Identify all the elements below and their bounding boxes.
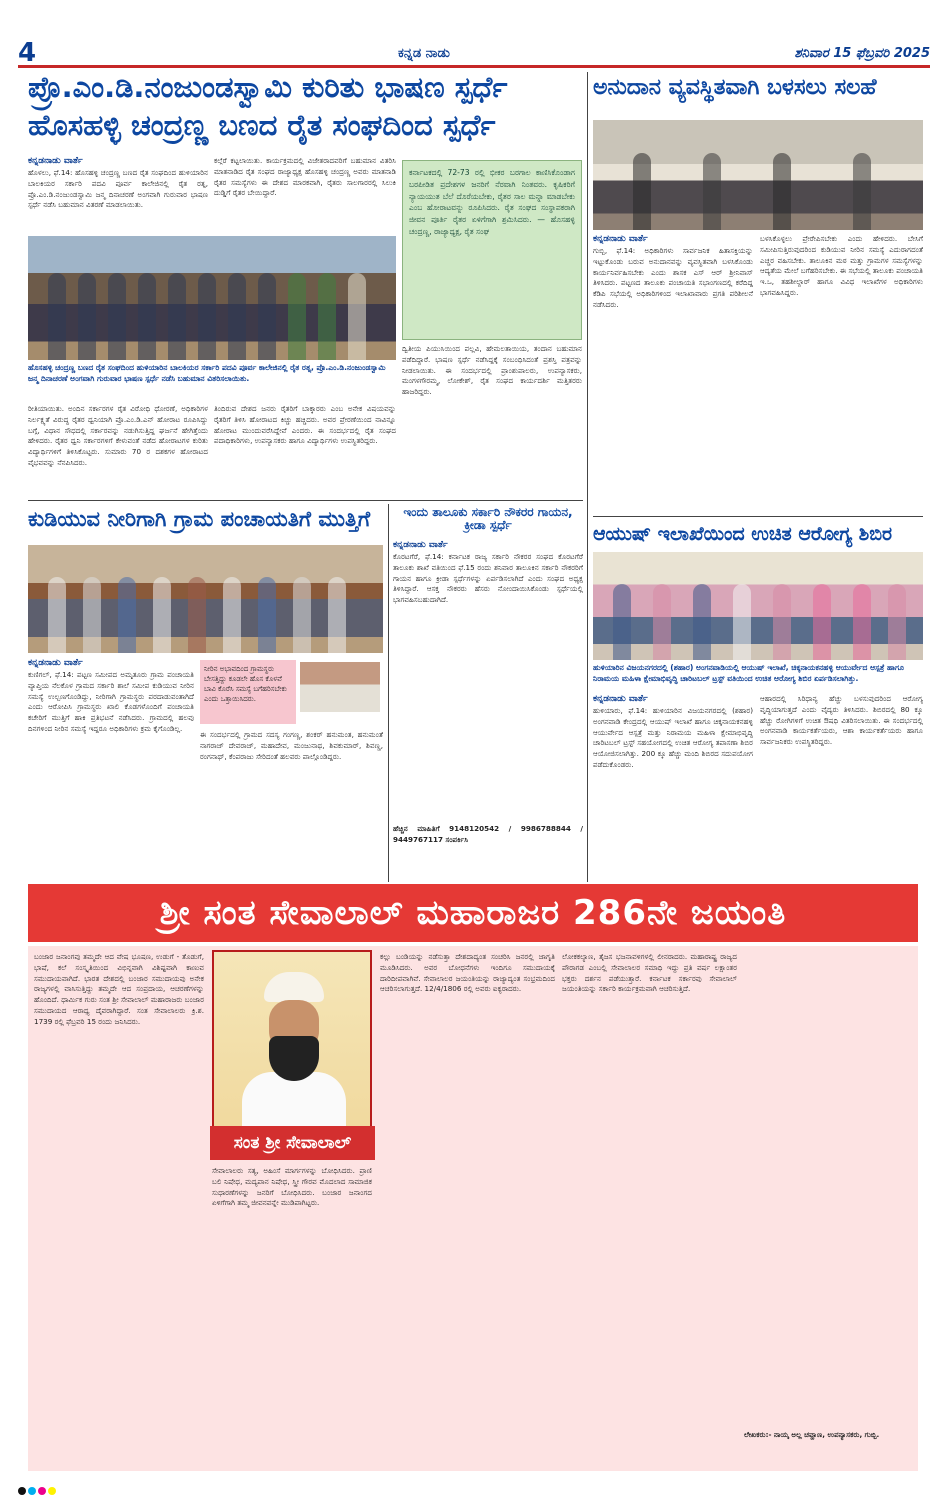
story4-byline: ಕನ್ನಡನಾಡು ವಾರ್ತೆ	[393, 540, 448, 550]
registration-marks	[18, 1480, 930, 1496]
story2-photo	[593, 120, 923, 230]
story5-photo-caption: ಹುಳಿಯಾರಿನ ವಿಜಯನಗರದಲ್ಲಿ (ಶಹಾರ) ಅಂಗನವಾಡಿಯಲ್ಲಿ ಆಯುಷ್ ಇಲಾಖೆ, ಚಿಕ್ಕನಾಯಕನಹಳ್ಳಿ ಆಯುರ್ವೇದ ಆಸ್ಪತ್ರೆ ಹಾಗೂ ನಿರಾಮಯ ಮಹಿಳಾ ಕ್ಷೇಮಾಭಿವೃದ್ಧಿ ಚಾರಿಟಬಲ್ ಟ್ರಸ್ಟ್ ವತಿಯಿಂದ ಉಚಿತ ಆರೋಗ್ಯ ಶಿಬಿರ ಏರ್ಪಡಿಸಲಾಗಿತ್ತು.	[593, 663, 904, 683]
feature-banner	[28, 884, 918, 942]
story4-headline: ಇಂದು ತಾಲೂಕು ಸರ್ಕಾರಿ ನೌಕರರ ಗಾಯನ, ಕ್ರೀಡಾ ಸ್ಪರ್ಧೆ	[403, 505, 573, 533]
story3-column-b: ಈ ಸಂದರ್ಭದಲ್ಲಿ ಗ್ರಾಮದ ಸದಸ್ಯ ಗಂಗಣ್ಣ, ಶಂಕರ್ ಹನುಮಂತ, ಹನುಮಂತೆ ನಾಗರಾಜ್ ದೇವರಾಜ್, ಮಹಾದೇವ, ಮಂಜುನಾಥ, ಶಿವಕುಮಾರ್, ಶಿವಣ್ಣ, ರಂಗನಾಥ್, ಕೆಂಪರಾಜು ಸೇರಿದಂತೆ ಹಲವರು ಪಾಲ್ಗೊಂಡಿದ್ದರು.	[200, 730, 383, 761]
story4-contact: ಹೆಚ್ಚಿನ ಮಾಹಿತಿಗೆ 9148120542 / 9986788844 / 9449767117 ಸಂಪರ್ಕಿಸಿ	[393, 824, 583, 844]
page-number: 4	[18, 38, 37, 68]
feature-column-b: ಸೇವಾಲಾಲರು ಸತ್ಯ, ಅಹಿಂಸೆ ಮಾರ್ಗಗಳನ್ನು ಬೋಧಿಸಿದರು. ಪ್ರಾಣಿ ಬಲಿ ನಿಷೇಧ, ಮದ್ಯಪಾನ ನಿಷೇಧ, ಸ್ತ್ರೀ ಗೌರವ ಮೊದಲಾದ ಸಾಮಾಜಿಕ ಸುಧಾರಣೆಗಳನ್ನು ಜನರಿಗೆ ಬೋಧಿಸಿದರು. ಬಂಜಾರ ಜನಾಂಗದ ಏಳಿಗೆಗಾಗಿ ತಮ್ಮ ಜೀವನವನ್ನೇ ಮುಡಿಪಾಗಿಟ್ಟರು.	[212, 1166, 372, 1208]
story3-photo	[28, 545, 383, 653]
story3-headline: ಕುಡಿಯುವ ನೀರಿಗಾಗಿ ಗ್ರಾಮ ಪಂಚಾಯತಿಗೆ ಮುತ್ತಿಗೆ	[28, 507, 371, 531]
story2-headline: ಅನುದಾನ ವ್ಯವಸ್ಥಿತವಾಗಿ ಬಳಸಲು ಸಲಹೆ	[593, 75, 877, 100]
feature-column-a: ಬಂಜಾರ ಜನಾಂಗವು ತಮ್ಮದೇ ಆದ ವೇಷ ಭೂಷಣ, ಉಡುಗೆ - ತೊಡುಗೆ, ಭಾಷೆ, ಕಲೆ ಸಂಸ್ಕೃತಿಯಿಂದ ವಿಭಿನ್ನವಾಗಿ ವಿಶಿಷ್ಟವಾಗಿ ಕಾಣುವ ಸಮುದಾಯವಾಗಿದೆ. ಭಾರತ ದೇಶದಲ್ಲಿ ಬಂಜಾರ ಸಮುದಾಯವು ಅನೇಕ ರಾಜ್ಯಗಳಲ್ಲಿ ವಾಸಿಸುತ್ತಿದ್ದು ತಮ್ಮದೇ ಆದ ಸಂಪ್ರದಾಯ, ಆಚರಣೆಗಳನ್ನು ಹೊಂದಿದೆ. ಧಾರ್ಮಿಕ ಗುರು ಸಂತ ಶ್ರೀ ಸೇವಾಲಾಲ್ ಮಹಾರಾಜರು ಬಂಜಾರ ಸಮುದಾಯದ ಆರಾಧ್ಯ ದೈವರಾಗಿದ್ದಾರೆ. ಸಂತ ಸೇವಾಲಾಲರು ಕ್ರಿ.ಶ. 1739 ರಲ್ಲಿ ಫೆಬ್ರವರಿ 15 ರಂದು ಜನಿಸಿದರು.	[34, 952, 204, 1026]
story1-photo-caption: ಹೊಸಹಳ್ಳಿ ಚಂದ್ರಣ್ಣ ಬಣದ ರೈತ ಸಂಘದಿಂದ ಹುಳಿಯಾರಿನ ಬಾಲಕಿಯರ ಸರ್ಕಾರಿ ಪದವಿ ಪೂರ್ವ ಕಾಲೇಜಿನಲ್ಲಿ ರೈತ ರತ್ನ, ಪ್ರೊ.ಎಂ.ಡಿ.ನಂಜುಂಡಸ್ವಾಮಿ ಜನ್ಮ ದಿನಾಚರಣೆ ಅಂಗವಾಗಿ ಗುರುವಾರ ಭಾಷಣ ಸ್ಪರ್ಧೆ ನಡೆಸಿ ಬಹುಮಾನ ವಿತರಿಸಲಾಯಿತು.	[28, 363, 386, 383]
story5-column-a: ಹುಳಿಯಾರು, ಫೆ.14: ಹುಳಿಯಾರಿನ ವಿಜಯನಗರದಲ್ಲಿ (ಶಹಾರ) ಅಂಗನವಾಡಿ ಕೇಂದ್ರದಲ್ಲಿ ಆಯುಷ್ ಇಲಾಖೆ ಹಾಗೂ ಚಿಕ್ಕನಾಯಕನಹಳ್ಳಿ ಆಯುರ್ವೇದ ಆಸ್ಪತ್ರೆ ಮತ್ತು ನಿರಾಮಯ ಮಹಿಳಾ ಕ್ಷೇಮಾಭಿವೃದ್ಧಿ ಚಾರಿಟಬಲ್ ಟ್ರಸ್ಟ್ ಸಹಯೋಗದಲ್ಲಿ ಉಚಿತ ಆರೋಗ್ಯ ತಪಾಸಣಾ ಶಿಬಿರ ಆಯೋಜಿಸಲಾಗಿತ್ತು. 200 ಕ್ಕೂ ಹೆಚ್ಚು ಮಂದಿ ಶಿಬಿರದ ಸದುಪಯೋಗ ಪಡೆದುಕೊಂಡರು.	[593, 706, 753, 769]
story3-highlight-box: ನೀರಿನ ಅಭಾವದಿಂದ ಗ್ರಾಮಸ್ಥರು ಬೇಸತ್ತಿದ್ದು ಕೂಡಲೇ ಹೊಸ ಕೊಳವೆ ಬಾವಿ ಕೊರೆಸಿ ಸಮಸ್ಯೆ ಬಗೆಹರಿಸಬೇಕು ಎಂದು ಒತ್ತಾಯಿಸಿದರು.	[200, 660, 296, 724]
column-divider	[587, 72, 588, 882]
story5-photo	[593, 552, 923, 660]
section-divider	[28, 500, 583, 501]
story3-portrait	[300, 662, 380, 712]
feature-banner-title: ಶ್ರೀ ಸಂತ ಸೇವಾಲಾಲ್ ಮಹಾರಾಜರ 286ನೇ ಜಯಂತಿ	[159, 893, 787, 933]
masthead: ಕನ್ನಡ ನಾಡು	[398, 46, 450, 61]
story1-column-b: ಕಲ್ಗೆರೆ ಕಟ್ಟಲಾಯಿತು. ಕಾರ್ಯಕ್ರಮದಲ್ಲಿ ವಿಜೇತರಾದವರಿಗೆ ಬಹುಮಾನ ವಿತರಿಸಿ ಮಾತನಾಡಿದ ರೈತ ಸಂಘದ ರಾಜ್ಯಾಧ್ಯಕ್ಷ ಹೊಸಹಳ್ಳಿ ಚಂದ್ರಣ್ಣ ಅವರು ಮಾತನಾಡಿ ರೈತರ ಸಮಸ್ಯೆಗಳು ಈ ದೇಶದ ಮಾರಕವಾಗಿ, ರೈತರು ಸಾಲಗಾರರಲ್ಲಿ ಸಿಲುಕಿ ದುಡ್ಡಿಗೆ ರೈತರ ಬೇಯಿದ್ದಾರೆ.	[214, 156, 396, 198]
story2-column-a: ಗುಬ್ಬಿ, ಫೆ.14: ಅಧಿಕಾರಿಗಳು ಸಾರ್ವಜನಿಕ ಹಿತಾಸಕ್ತಿಯನ್ನು ಇಟ್ಟುಕೊಂಡು ಬರುವ ಅನುದಾನವನ್ನು ವ್ಯವಸ್ಥಿತವಾಗಿ ಬಳಸಿಕೊಂಡು ಕಾರ್ಯನಿರ್ವಹಿಸಬೇಕು ಎಂದು ಶಾಸಕ ಎಸ್ ಆರ್ ಶ್ರೀನಿವಾಸ್ ತಿಳಿಸಿದರು. ಪಟ್ಟಣದ ತಾಲೂಕು ಪಂಚಾಯತಿ ಸಭಾಂಗಣದಲ್ಲಿ ಕರೆದಿದ್ದ ಕೆಡಿಪಿ ಸಭೆಯಲ್ಲಿ ಅಧಿಕಾರಿಗಳಿಂದ ಇಲಾಖಾವಾರು ಪ್ರಗತಿ ಪರಿಶೀಲನೆ ನಡೆಸಿದರು.	[593, 246, 753, 309]
feature-author: ಲೇಖಕರು:- ನಾಯ್ಕ ಅಲ್ಲ ಚವ್ಹಾಣ, ಉಪನ್ಯಾಸಕರು, ಗುಬ್ಬಿ.	[744, 1430, 880, 1439]
story1-byline: ಕನ್ನಡನಾಡು ವಾರ್ತೆ	[28, 156, 83, 166]
feature-column-d: ಲೋಕಕಲ್ಯಾಣ, ತೈಜಸ ಭಜನಾವಳಿಗಳಲ್ಲಿ ಲೀನರಾದರು. ಮಹಾರಾಷ್ಟ್ರ ರಾಜ್ಯದ ಪೌರಾಗಡ ಎಂಬಲ್ಲಿ ಸೇವಾಲಾಲರ ಸಮಾಧಿ ಇದ್ದು ಪ್ರತಿ ವರ್ಷ ಲಕ್ಷಾಂತರ ಭಕ್ತರು ದರ್ಶನ ಪಡೆಯುತ್ತಾರೆ. ಕರ್ನಾಟಕ ಸರ್ಕಾರವು ಸೇವಾಲಾಲ್ ಜಯಂತಿಯನ್ನು ಸರ್ಕಾರಿ ಕಾರ್ಯಕ್ರಮವಾಗಿ ಆಚರಿಸುತ್ತಿದೆ.	[562, 952, 737, 994]
story2-column-b: ಬಳಸಿಕೊಳ್ಳಲು ಪ್ರೇರೇಪಿಸಬೇಕು ಎಂದು ಹೇಳಿದರು. ಬೇಸಿಗೆ ಸಮೀಪಿಸುತ್ತಿರುವುದರಿಂದ ಕುಡಿಯುವ ನೀರಿನ ಸಮಸ್ಯೆ ಎದುರಾಗದಂತೆ ಎಚ್ಚರ ವಹಿಸಬೇಕು. ತಾಲೂಕಿನ ಮಠ ಮತ್ತು ಗ್ರಾಮಗಳ ಸಮಸ್ಯೆಗಳನ್ನು ಆದ್ಯತೆಯ ಮೇಲೆ ಬಗೆಹರಿಸಬೇಕು. ಈ ಸಭೆಯಲ್ಲಿ ತಾಲೂಕು ಪಂಚಾಯತಿ ಇ.ಒ, ತಹಶೀಲ್ದಾರ್ ಹಾಗೂ ವಿವಿಧ ಇಲಾಖೆಗಳ ಅಧಿಕಾರಿಗಳು ಭಾಗವಹಿಸಿದ್ದರು.	[760, 234, 923, 297]
story1-quote-box: ಕರ್ನಾಟಕದಲ್ಲಿ 72-73 ರಲ್ಲಿ ಭೀಕರ ಬರಗಾಲ ಕಾಣಿಸಿಕೊಂಡಾಗ ಬರಪೀಡಿತ ಪ್ರದೇಶಗಳ ಜನರಿಗೆ ನೆರವಾಗಿ ನಿಂತವರು. ಕೃಷಿಕರಿಗೆ ನ್ಯಾಯಯುತ ಬೆಲೆ ದೊರೆಯಬೇಕು, ರೈತರ ಸಾಲ ಮನ್ನಾ ಮಾಡಬೇಕು ಎಂಬ ಹೋರಾಟವನ್ನು ರೂಪಿಸಿದರು. ರೈತ ಸಂಘದ ಸಂಸ್ಥಾಪಕರಾಗಿ ಜೀವನ ಪೂರ್ತಿ ರೈತರ ಏಳಿಗೆಗಾಗಿ ಶ್ರಮಿಸಿದರು. — ಹೊಸಹಳ್ಳಿ ಚಂದ್ರಣ್ಣ, ರಾಜ್ಯಾಧ್ಯಕ್ಷ, ರೈತ ಸಂಘ	[402, 160, 582, 340]
issue-date: ಶನಿವಾರ 15 ಫೆಬ್ರವರಿ 2025	[794, 46, 930, 61]
story3-column-a: ಕುಣಿಗಲ್, ಫೆ.14: ಪಟ್ಟಣ ಸಮೀಪದ ಅಮೃತೂರು ಗ್ರಾಮ ಪಂಚಾಯತಿ ವ್ಯಾಪ್ತಿಯ ನೆಲಕೊಳ ಗ್ರಾಮದ ಸರ್ಕಾರಿ ಶಾಲೆ ಸಮೀಪ ಕುಡಿಯುವ ನೀರಿನ ಸಮಸ್ಯೆ ಉಲ್ಬಣಗೊಂಡಿದ್ದು, ನೀರಿಗಾಗಿ ಗ್ರಾಮಸ್ಥರು ಪರದಾಡುವಂತಾಗಿದೆ ಎಂದು ಆರೋಪಿಸಿ ಗ್ರಾಮಸ್ಥರು ಖಾಲಿ ಕೊಡಗಳೊಂದಿಗೆ ಪಂಚಾಯತಿ ಕಚೇರಿಗೆ ಮುತ್ತಿಗೆ ಹಾಕಿ ಪ್ರತಿಭಟನೆ ನಡೆಸಿದರು. ಗ್ರಾಮದಲ್ಲಿ ಹಲವು ದಿನಗಳಿಂದ ನೀರಿನ ಸಮಸ್ಯೆ ಇದ್ದರೂ ಅಧಿಕಾರಿಗಳು ಕ್ರಮ ಕೈಗೊಂಡಿಲ್ಲ.	[28, 670, 194, 733]
story2-byline: ಕನ್ನಡನಾಡು ವಾರ್ತೆ	[593, 234, 648, 244]
story5-byline: ಕನ್ನಡನಾಡು ವಾರ್ತೆ	[593, 694, 648, 704]
story1-column-e: ದ್ವಿತೀಯ ಪಿಯುಸಿಯಿಂದ ಪಲ್ಲವಿ, ಹೇಮಲತಾಯಿಯ, ತಂದಾನ ಬಹುಮಾನ ಪಡೆದಿದ್ದಾರೆ. ಭಾಷಣ ಸ್ಪರ್ಧೆ ನಡೆಸಿದ್ದಕ್ಕೆ ಸಂಬಂಧಿಸಿದಂತೆ ಪ್ರಶಸ್ತಿ ಪತ್ರವನ್ನು ನೀಡಲಾಯಿತು. ಈ ಸಂದರ್ಭದಲ್ಲಿ ಪ್ರಾಂಶುಪಾಲರು, ಉಪನ್ಯಾಸಕರು, ಮಂಗಳಗೌರಮ್ಮ, ಲೋಕೇಶ್, ರೈತ ಸಂಘದ ಕಾರ್ಯದರ್ಶಿ ಮತ್ತಿತರರು ಹಾಜರಿದ್ದರು.	[402, 344, 582, 397]
saint-portrait-label: ಸಂತ ಶ್ರೀ ಸೇವಾಲಾಲ್	[210, 1126, 375, 1160]
page-header	[18, 38, 930, 68]
story1-photo	[28, 236, 396, 360]
story5-column-b: ಆಹಾರದಲ್ಲಿ ಸಿರಿಧಾನ್ಯ ಹೆಚ್ಚು ಬಳಸುವುದರಿಂದ ಆರೋಗ್ಯ ವೃದ್ಧಿಯಾಗುತ್ತದೆ ಎಂದು ವೈದ್ಯರು ತಿಳಿಸಿದರು. ಶಿಬಿರದಲ್ಲಿ 80 ಕ್ಕೂ ಹೆಚ್ಚು ರೋಗಿಗಳಿಗೆ ಉಚಿತ ಔಷಧಿ ವಿತರಿಸಲಾಯಿತು. ಈ ಸಂದರ್ಭದಲ್ಲಿ ಅಂಗನವಾಡಿ ಕಾರ್ಯಕರ್ತೆಯರು, ಆಶಾ ಕಾರ್ಯಕರ್ತೆಯರು ಹಾಗೂ ಸಾರ್ವಜನಿಕರು ಉಪಸ್ಥಿತರಿದ್ದರು.	[760, 694, 923, 747]
story4-column-a: ಕೊರಟಗೆರೆ, ಫೆ.14: ಕರ್ನಾಟಕ ರಾಜ್ಯ ಸರ್ಕಾರಿ ನೌಕರರ ಸಂಘದ ಕೊರಟಗೆರೆ ತಾಲೂಕು ಶಾಖೆ ವತಿಯಿಂದ ಫೆ.15 ರಂದು ಶನಿವಾರ ತಾಲೂಕಿನ ಸರ್ಕಾರಿ ನೌಕರರಿಗೆ ಗಾಯನ ಹಾಗೂ ಕ್ರೀಡಾ ಸ್ಪರ್ಧೆಗಳನ್ನು ಏರ್ಪಡಿಸಲಾಗಿದೆ ಎಂದು ಸಂಘದ ಅಧ್ಯಕ್ಷ ತಿಳಿಸಿದ್ದಾರೆ. ಆಸಕ್ತ ನೌಕರರು ಹೆಸರು ನೋಂದಾಯಿಸಿಕೊಂಡು ಸ್ಪರ್ಧೆಯಲ್ಲಿ ಭಾಗವಹಿಸಬಹುದಾಗಿದೆ.	[393, 552, 583, 605]
story1-column-c: ರೀತಿಯಾಯಿತು. ಅಂದಿನ ಸರ್ಕಾರಗಳ ರೈತ ವಿರೋಧಿ ಧೋರಣೆ, ಅಧಿಕಾರಿಗಳ ನಿರ್ಲಕ್ಷ್ಯತೆ ವಿರುದ್ಧ ರೈತರ ಧ್ವನಿಯಾಗಿ ಪ್ರೊ.ಎಂ.ಡಿ.ಎನ್ ಹೋರಾಟ ರೂಪಿಸಿದ್ದು ಬಗ್ಗೆ, ವಿಧಾನ ಸೌಧದಲ್ಲಿ ಸರ್ಕಾರವನ್ನು ನಡುಗಿಸುತ್ತಿದ್ದ ಘರ್ಜನೆ ಹೇಗಿತ್ತೆಂದು ಹೇಳಿದರು. ರೈತರ ಧ್ವನಿ ಸರ್ಕಾರಗಳಿಗೆ ಕೇಳುವಂತೆ ನಡೆದ ಹೋರಾಟಗಳ ಕುರಿತು ವಿದ್ಯಾರ್ಥಿಗಳಿಗೆ ತಿಳಿಸಿಕೊಟ್ಟರು. ಸುಮಾರು 70 ರ ದಶಕಗಳ ಹೋರಾಟದ ವೈಭವವನ್ನು ನೆನಪಿಸಿದರು.	[28, 404, 208, 467]
feature-column-c: ಕಲ್ಲು ಬಂಡಿಯನ್ನು ನಡೆಸುತ್ತಾ ದೇಶದಾದ್ಯಂತ ಸಂಚರಿಸಿ ಜನರಲ್ಲಿ ಜಾಗೃತಿ ಮೂಡಿಸಿದರು. ಅವರ ಬೋಧನೆಗಳು ಇಂದಿಗೂ ಸಮುದಾಯಕ್ಕೆ ದಾರಿದೀಪವಾಗಿವೆ. ಸೇವಾಲಾಲರ ಜಯಂತಿಯನ್ನು ರಾಜ್ಯಾದ್ಯಂತ ಸಂಭ್ರಮದಿಂದ ಆಚರಿಸಲಾಗುತ್ತದೆ. 12/4/1806 ರಲ್ಲಿ ಅವರು ಐಕ್ಯರಾದರು.	[380, 952, 555, 994]
column-divider	[388, 504, 389, 882]
story3-byline: ಕನ್ನಡನಾಡು ವಾರ್ತೆ	[28, 658, 83, 668]
story1-column-d: ತಿಂದಿರುವ ದೇಶದ ಜನರು ರೈತರಿಗೆ ಬಾಕ್ಕಾರರು ಎಂಬ ಅನೇಕ ವಿಷಯವನ್ನು ರೈತರಿಗೆ ತಿಳಿಸಿ ಹೋರಾಟದ ಕಿಚ್ಚು ಹಚ್ಚಿದರು. ಅವರ ಪ್ರೇರಣೆಯಿಂದ ನಾವಿನ್ನೂ ಹೋರಾಟ ಮುಂದುವರೆಸಿದ್ದೇವೆ ಎಂದರು. ಈ ಸಂದರ್ಭದಲ್ಲಿ ರೈತ ಸಂಘದ ಪದಾಧಿಕಾರಿಗಳು, ಉಪನ್ಯಾಸಕರು ಹಾಗೂ ವಿದ್ಯಾರ್ಥಿಗಳು ಉಪಸ್ಥಿತರಿದ್ದರು.	[214, 404, 396, 446]
story5-headline: ಆಯುಷ್ ಇಲಾಖೆಯಿಂದ ಉಚಿತ ಆರೋಗ್ಯ ಶಿಬಿರ	[593, 523, 893, 545]
story1-headline-line1: ಪ್ರೊ.ಎಂ.ಡಿ.ನಂಜುಂಡಸ್ವಾಮಿ ಕುರಿತು ಭಾಷಣ ಸ್ಪರ್ಧೆ	[28, 70, 508, 104]
section-divider	[593, 516, 923, 517]
story1-column-a: ಹೊಳಲು, ಫೆ.14: ಹೊಸಹಳ್ಳಿ ಚಂದ್ರಣ್ಣ ಬಣದ ರೈತ ಸಂಘದಿಂದ ಹುಳಿಯಾರಿನ ಬಾಲಕಿಯರ ಸರ್ಕಾರಿ ಪದವಿ ಪೂರ್ವ ಕಾಲೇಜಿನಲ್ಲಿ ರೈತ ರತ್ನ, ಪ್ರೊ.ಎಂ.ಡಿ.ನಂಜುಂಡಸ್ವಾಮಿ ಜನ್ಮ ದಿನಾಚರಣೆ ಅಂಗವಾಗಿ ಗುರುವಾರ ಭಾಷಣ ಸ್ಪರ್ಧೆ ನಡೆಸಿ ಬಹುಮಾನ ವಿತರಣೆ ಮಾಡಲಾಯಿತು.	[28, 168, 208, 210]
story1-headline-line2: ಹೊಸಹಳ್ಳಿ ಚಂದ್ರಣ್ಣ ಬಣದ ರೈತ ಸಂಘದಿಂದ ಸ್ಪರ್ಧೆ	[28, 108, 496, 142]
